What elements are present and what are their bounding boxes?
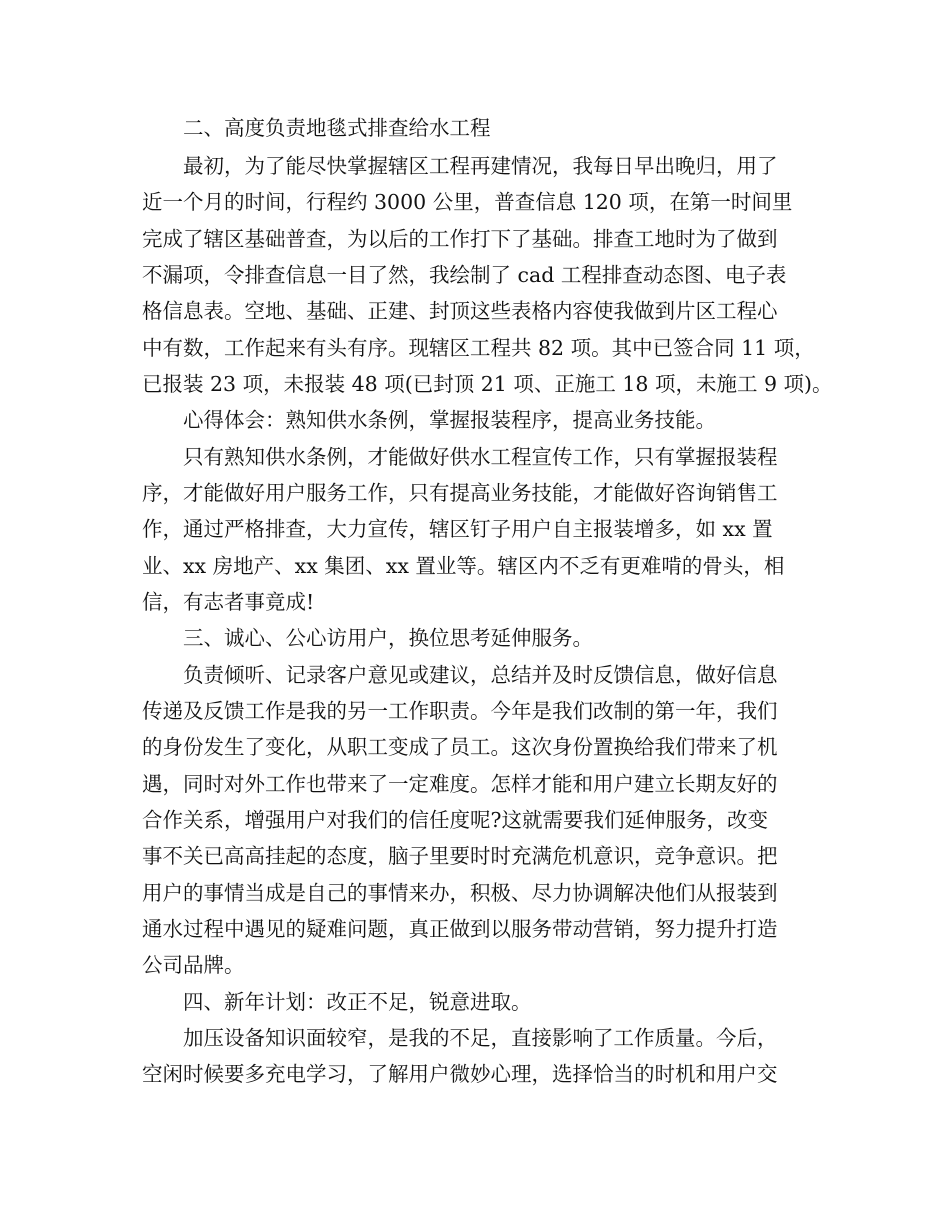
- paragraph-line: 最初，为了能尽快掌握辖区工程再建情况，我每日早出晚归，用了: [142, 154, 778, 178]
- paragraph-line: 完成了辖区基础普查，为以后的工作打下了基础。排查工地时为了做到: [142, 227, 778, 251]
- paragraph-line: 用户的事情当成是自己的事情来办，积极、尽力协调解决他们从报装到: [142, 881, 778, 905]
- paragraph-line: 信，有志者事竟成!: [142, 590, 315, 614]
- paragraph-line: 只有熟知供水条例，才能做好供水工程宣传工作，只有掌握报装程: [142, 445, 778, 469]
- paragraph-line: 遇，同时对外工作也带来了一定难度。怎样才能和用户建立长期友好的: [142, 772, 778, 796]
- paragraph-line: 通水过程中遇见的疑难问题，真正做到以服务带动营销，努力提升打造: [142, 917, 778, 941]
- paragraph-line: 合作关系，增强用户对我们的信任度呢?这就需要我们延伸服务，改变: [142, 808, 768, 832]
- paragraph-line: 中有数，工作起来有头有序。现辖区工程共 82 项。其中已签合同 11 项，: [142, 336, 815, 360]
- paragraph-line: 的身份发生了变化，从职工变成了员工。这次身份置换给我们带来了机: [142, 735, 778, 759]
- section-heading-3: 三、诚心、公心访用户，换位思考延伸服务。: [142, 626, 593, 650]
- paragraph-line: 事不关已高高挂起的态度，脑子里要时时充满危机意识，竞争意识。把: [142, 844, 778, 868]
- paragraph-line: 不漏项，令排查信息一目了然，我绘制了 cad 工程排查动态图、电子表: [142, 263, 787, 287]
- subheading-experience: 心得体会：熟知供水条例，掌握报装程序，提高业务技能。: [142, 408, 716, 432]
- paragraph-line: 已报装 23 项，未报装 48 项(已封顶 21 项、正施工 18 项，未施工 9 项)。: [142, 372, 833, 396]
- paragraph-line: 空闲时候要多充电学习，了解用户微妙心理，选择恰当的时机和用户交: [142, 1062, 778, 1086]
- paragraph-line: 格信息表。空地、基础、正建、封顶这些表格内容使我做到片区工程心: [142, 299, 778, 323]
- paragraph-line: 业、xx 房地产、xx 集团、xx 置业等。辖区内不乏有更难啃的骨头，相: [142, 554, 785, 578]
- section-heading-4: 四、新年计划：改正不足，锐意进取。: [142, 990, 532, 1014]
- paragraph-line: 作，通过严格排查，大力宣传，辖区钉子用户自主报装增多，如 xx 置: [142, 517, 773, 541]
- paragraph-line: 序，才能做好用户服务工作，只有提高业务技能，才能做好咨询销售工: [142, 481, 778, 505]
- paragraph-line: 传递及反馈工作是我的另一工作职责。今年是我们改制的第一年，我们: [142, 699, 778, 723]
- paragraph-line: 负责倾听、记录客户意见或建议，总结并及时反馈信息，做好信息: [142, 663, 778, 687]
- paragraph-line: 近一个月的时间，行程约 3000 公里，普查信息 120 项，在第一时间里: [142, 190, 793, 214]
- section-heading-2: 二、高度负责地毯式排查给水工程: [142, 116, 491, 140]
- paragraph-line: 加压设备知识面较窄，是我的不足，直接影响了工作质量。今后，: [142, 1026, 778, 1050]
- paragraph-line: 公司品牌。: [142, 953, 245, 977]
